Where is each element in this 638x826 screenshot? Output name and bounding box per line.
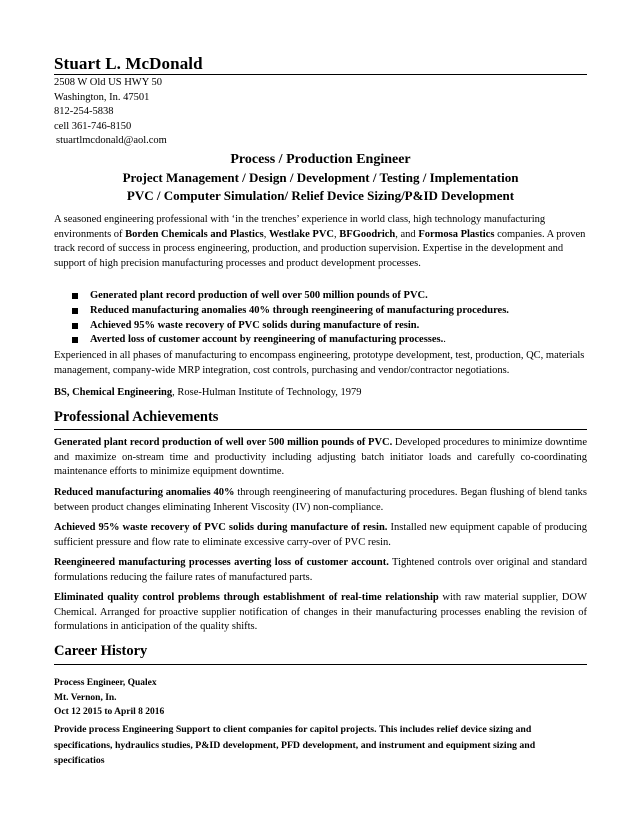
career-heading: Career History — [54, 643, 148, 659]
job-dates: Oct 12 2015 to April 8 2016 — [54, 707, 165, 718]
company-formosa: Formosa Plastics — [418, 228, 495, 240]
address-line-1: 2508 W Old US HWY 50 — [54, 77, 163, 88]
experience-paragraph: Experienced in all phases of manufacturing to encompass engineering, prototype development, test, production, QC, materials management, company-wide MRP integration, cost controls, purchasing and vendor/contractor negotiations. — [54, 350, 585, 376]
phone-number: 812-254-5838 — [54, 106, 114, 118]
square-bullet-icon — [72, 293, 78, 299]
job-description: Provide process Engineering Support to client companies for capitol projects. This includes relief device sizing and specifications, hydraulics studies, P&ID development, PFD development, and instrument and equipment sizing and specificatios — [54, 724, 536, 766]
education-line — [54, 387, 362, 398]
achievement-item: Reduced manufacturing anomalies 40% through reengineering of manufacturing procedures. Began flushing of blend tanks between product changes eliminating Inherent Viscosity (IV) non-compliance. — [54, 487, 587, 513]
job-header — [54, 676, 164, 720]
degree-title: BS, Chemical Engineering — [54, 387, 173, 398]
summary-separator: , — [334, 228, 340, 240]
summary-body: companies. A proven track record of success in process engineering, production, and production supervision. Expertise in the development and support of high precision manufacturing processes and product development processes. — [54, 228, 586, 269]
square-bullet-icon — [72, 323, 78, 329]
headline-skills-1: Project Management / Design / Development / Testing / Implementation — [122, 170, 519, 185]
email-address[interactable]: stuartlmcdonald@aol.com — [56, 135, 167, 147]
highlight-item: Achieved 95% waste recovery of PVC solids during manufacture of resin. — [72, 319, 587, 334]
highlight-item: Generated plant record production of well over 500 million pounds of PVC. — [72, 289, 587, 304]
summary-separator: , and — [395, 228, 419, 240]
header-rule — [54, 74, 587, 75]
highlights-list — [72, 289, 587, 348]
company-westlake: Westlake PVC — [268, 228, 334, 240]
achievement-item: Generated plant record production of well over 500 million pounds of PVC. Developed procedures to minimize downtime and maximize on-stream time and productivity including adjusting batch initiator loads and carefully co-coordinating maintenance efforts to minimize equipment downtime. — [54, 437, 587, 477]
degree-detail: , Rose-Hulman Institute of Technology, 1979 — [172, 387, 362, 398]
achievement-item: Eliminated quality control problems through establishment of real-time relationship with raw material supplier, DOW Chemical. Arranged for proactive supplier notification of changes in their manufacturing processes enabling the revision of formulations in anticipation of the quality shifts. — [54, 592, 587, 632]
career-rule — [54, 664, 587, 665]
address-line-2: Washington, In. 47501 — [54, 91, 150, 103]
headline-block — [54, 151, 587, 205]
cell-number: cell 361-746-8150 — [54, 120, 132, 132]
summary-separator: , — [263, 228, 269, 240]
company-borden: Borden Chemicals and Plastics — [125, 228, 264, 240]
job-title: Process Engineer, Qualex — [54, 678, 157, 688]
achievements-rule — [54, 429, 587, 430]
square-bullet-icon — [72, 308, 78, 314]
achievement-item: Achieved 95% waste recovery of PVC solids during manufacture of resin. Installed new equipment capable of producing sufficient pressure and flow rate to eliminate excessive carry-over of PVC resin. — [54, 522, 587, 548]
achievements-heading: Professional Achievements — [54, 409, 219, 425]
candidate-name: Stuart L. McDonald — [54, 54, 203, 73]
summary-intro: A seasoned engineering professional with ‘in the trenches’ experience in world class, high technology manufacturing environments of — [54, 214, 546, 240]
company-bfgoodrich: BFGoodrich — [339, 228, 396, 240]
headline-skills-2: PVC / Computer Simulation/ Relief Device Sizing/P&ID Development — [126, 188, 515, 203]
highlight-item: Averted loss of customer account by reengineering of manufacturing processes.. — [72, 333, 587, 348]
headline-title: Process / Production Engineer — [230, 152, 411, 167]
highlight-item: Reduced manufacturing anomalies 40% through reengineering of manufacturing procedures. — [72, 304, 587, 319]
highlight-period: . — [443, 334, 446, 346]
job-location: Mt. Vernon, In. — [54, 692, 117, 703]
contact-block — [54, 76, 167, 149]
square-bullet-icon — [72, 337, 78, 343]
achievement-item: Reengineered manufacturing processes averting loss of customer account. Tightened controls over original and standard formulations reducing the failure rates of manufactured parts. — [54, 557, 588, 583]
summary-paragraph — [54, 213, 587, 271]
